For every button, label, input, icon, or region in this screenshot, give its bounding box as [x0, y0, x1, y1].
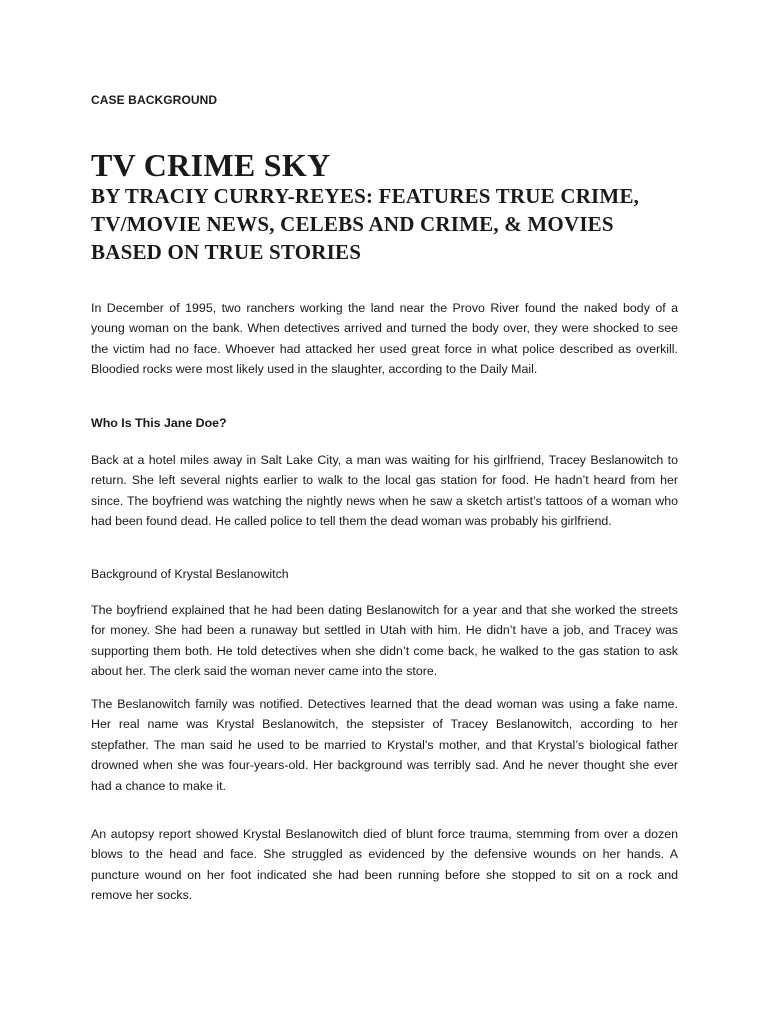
page-title: TV CRIME SKY	[91, 147, 331, 183]
paragraph-family: The Beslanowitch family was notified. Detectives learned that the dead woman was using a fake name. Her real name was Krystal Beslanowitch, the stepsister of Tracey Beslanowitch, according to her stepfather. The man said he used to be married to Krystal’s mother, and that Krystal’s biological father drowned when she was four-years-old. Her background was terribly sad. And he never thought she ever had a chance to make it.	[91, 697, 678, 793]
paragraph-autopsy: An autopsy report showed Krystal Beslanowitch died of blunt force trauma, stemming from over a dozen blows to the head and face. She struggled as evidenced by the defensive wounds on her hands. A puncture wound on her foot indicated she had been running before she stopped to sit on a rock and remove her socks.	[91, 827, 678, 903]
heading-background: Background of Krystal Beslanowitch	[91, 567, 289, 581]
heading-jane-doe: Who Is This Jane Doe?	[91, 416, 227, 430]
paragraph-discovery: In December of 1995, two ranchers working the land near the Provo River found the naked body of a young woman on the bank. When detectives arrived and turned the body over, they were shocked to see the victim had no face. Whoever had attacked her used great force in what police described as overkill. Bloodied rocks were most likely used in the slaughter, according to the Daily Mail.	[91, 301, 678, 377]
paragraph-runaway: The boyfriend explained that he had been dating Beslanowitch for a year and that she worked the streets for money. She had been a runaway but settled in Utah with him. He didn’t have a job, and Tracey was supporting them both. He told detectives when she didn’t come back, he walked to the gas station to ask about her. The clerk said the woman never came into the store.	[91, 603, 678, 679]
paragraph-boyfriend: Back at a hotel miles away in Salt Lake City, a man was waiting for his girlfriend, Tracey Beslanowitch to return. She left several nights earlier to walk to the local gas station for food. He hadn’t heard from her since. The boyfriend was watching the nightly news when he saw a sketch artist’s tattoos of a woman who had been found dead. He called police to tell them the dead woman was probably his girlfriend.	[91, 453, 678, 529]
section-label: CASE BACKGROUND	[91, 93, 218, 107]
page-subtitle: BY TRACIY CURRY-REYES: FEATURES TRUE CRIME, TV/MOVIE NEWS, CELEBS AND CRIME, & MOVIES BASED ON TRUE STORIES	[91, 184, 640, 264]
